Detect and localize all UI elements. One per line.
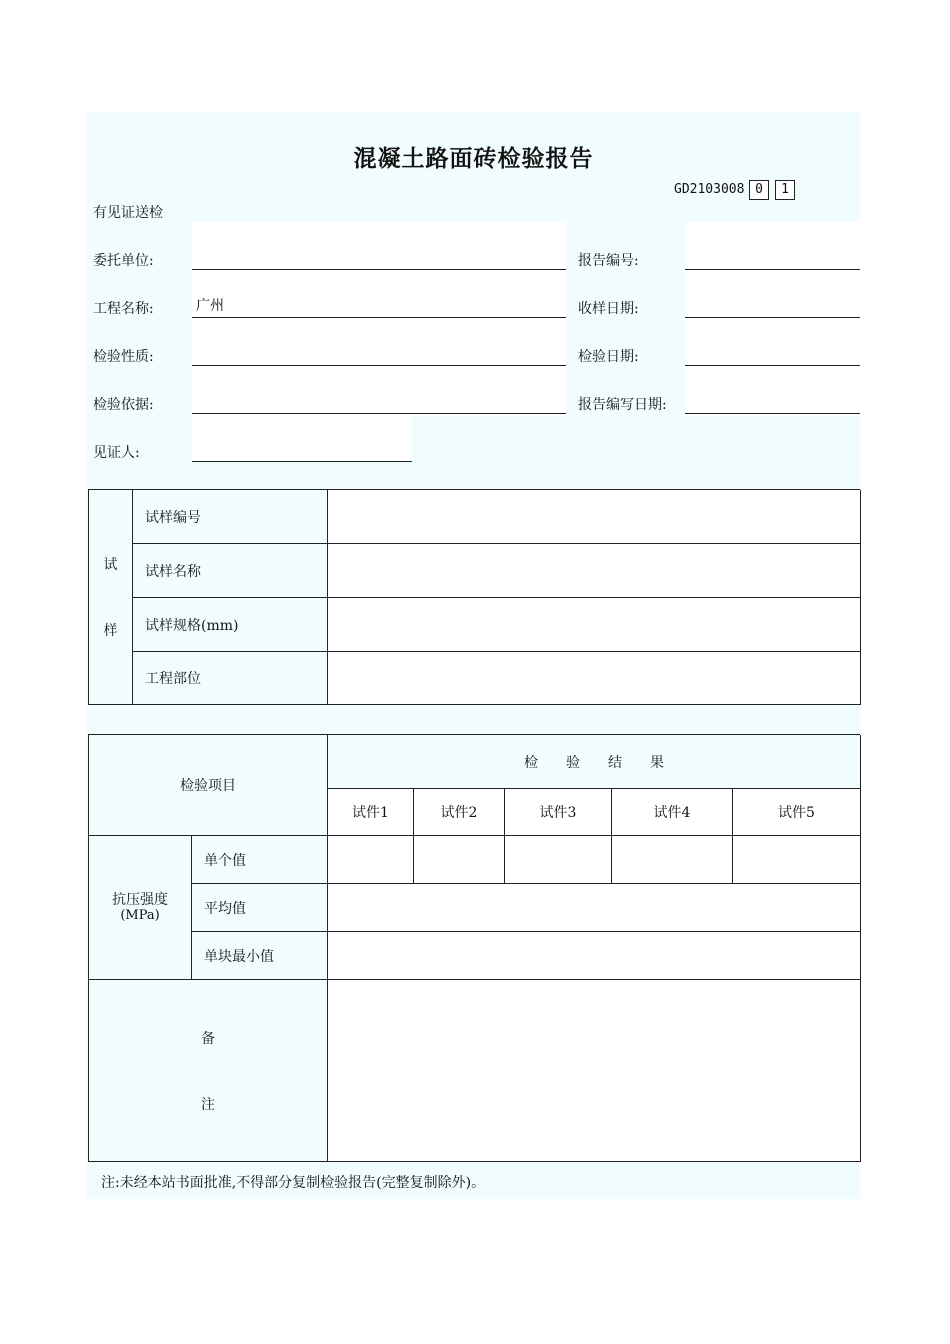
witness-label: 见证人: [93, 445, 140, 461]
code-box-1: 0 [749, 180, 769, 200]
average-label: 平均值 [192, 884, 328, 932]
project-value: 广州 [196, 298, 224, 314]
receive-date-field[interactable] [685, 278, 860, 318]
code-box-2: 1 [775, 180, 795, 200]
piece-header-5: 试件5 [733, 789, 861, 836]
remark-label [89, 980, 328, 1162]
nature-label: 检验性质: [93, 349, 154, 365]
receive-date-label: 收样日期: [578, 301, 639, 317]
test-date-label: 检验日期: [578, 349, 639, 365]
project-label: 工程名称: [93, 301, 154, 317]
nature-field[interactable] [192, 326, 566, 366]
report-no-label: 报告编号: [578, 253, 639, 269]
report-no-field[interactable] [685, 230, 860, 270]
sample-row-label-3: 试样规格(mm) [133, 598, 328, 652]
sample-value-1[interactable] [328, 490, 861, 544]
item-header: 检验项目 [89, 735, 328, 836]
report-code: GD2103008 [674, 182, 745, 197]
witness-note: 有见证送检 [93, 205, 163, 221]
single-value-2[interactable] [414, 836, 505, 884]
single-value-5[interactable] [733, 836, 861, 884]
average-value[interactable] [328, 884, 861, 932]
report-date-label: 报告编写日期: [578, 397, 667, 413]
remark-value[interactable] [328, 980, 861, 1162]
witness-field[interactable] [192, 422, 412, 462]
test-date-field[interactable] [685, 326, 860, 366]
sample-table [88, 489, 860, 705]
sample-row-label-4: 工程部位 [133, 652, 328, 705]
sample-value-3[interactable] [328, 598, 861, 652]
single-value-1[interactable] [328, 836, 414, 884]
report-sheet [87, 112, 860, 1199]
piece-header-1: 试件1 [328, 789, 414, 836]
project-field[interactable] [192, 278, 566, 318]
result-header: 检 验 结 果 [328, 735, 861, 789]
sample-row-label-2: 试样名称 [133, 544, 328, 598]
results-table [88, 734, 860, 1162]
sample-side-label [89, 490, 133, 705]
piece-header-2: 试件2 [414, 789, 505, 836]
single-value-3[interactable] [505, 836, 612, 884]
report-date-field[interactable] [685, 374, 860, 414]
strength-unit: (MPa) [120, 907, 160, 923]
sample-side-char-2: 样 [103, 623, 118, 639]
remark-char-2: 注 [201, 1096, 215, 1113]
footer-note: 注:未经本站书面批准,不得部分复制检验报告(完整复制除外)。 [101, 1175, 486, 1191]
piece-header-3: 试件3 [505, 789, 612, 836]
remark-char-1: 备 [201, 1030, 215, 1047]
single-value-label: 单个值 [192, 836, 328, 884]
client-field[interactable] [192, 230, 566, 270]
strength-label: 抗压强度 [112, 891, 168, 908]
basis-label: 检验依据: [93, 397, 154, 413]
sample-row-label-1: 试样编号 [133, 490, 328, 544]
single-value-4[interactable] [612, 836, 733, 884]
min-value-label: 单块最小值 [192, 932, 328, 980]
strength-group-label [89, 836, 192, 980]
basis-field[interactable] [192, 374, 566, 414]
report-title: 混凝土路面砖检验报告 [353, 146, 594, 172]
sample-side-char-1: 试 [103, 557, 118, 573]
sample-value-4[interactable] [328, 652, 861, 705]
piece-header-4: 试件4 [612, 789, 733, 836]
min-value[interactable] [328, 932, 861, 980]
sample-value-2[interactable] [328, 544, 861, 598]
client-label: 委托单位: [93, 253, 154, 269]
